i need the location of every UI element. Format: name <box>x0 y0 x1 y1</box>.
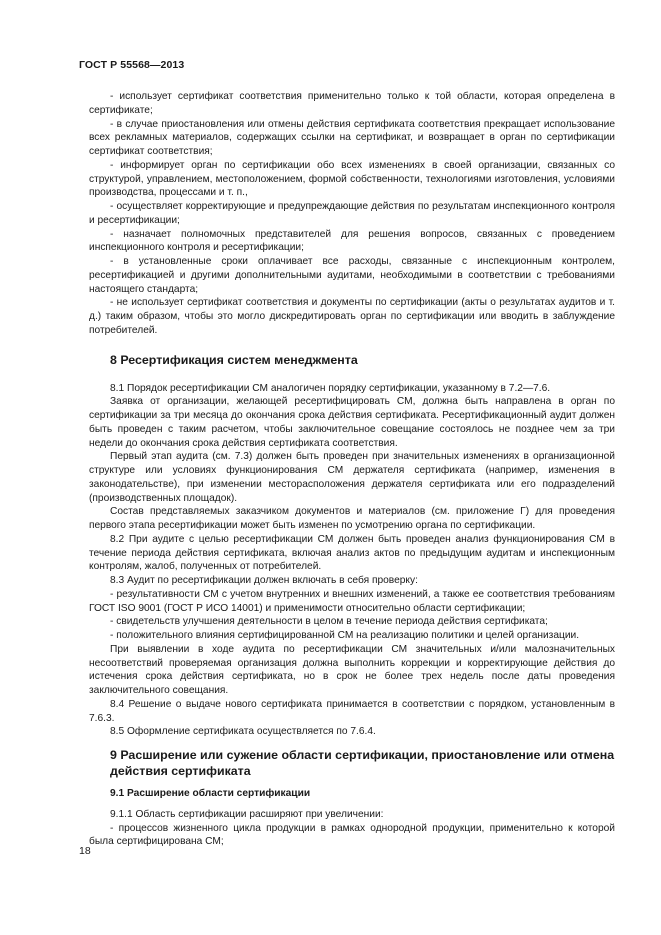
section-9-paragraph: - процессов жизненного цикла продукции в рамках однородной продукции, применительно к которой была сертифицирована СМ; <box>89 822 615 848</box>
subsection-9-1-heading: 9.1 Расширение области сертификации <box>110 788 311 799</box>
section-8-paragraph: 8.4 Решение о выдаче нового сертификата принимается в соответствии с порядком, установленным в 7.6.3. <box>89 698 615 724</box>
standard-id: ГОСТ Р 55568—2013 <box>79 59 185 71</box>
section-8-paragraph: - свидетельств улучшения деятельности в целом в течение периода действия сертификата; <box>110 616 548 628</box>
section-8-paragraph: 8.3 Аудит по ресертификации должен включать в себя проверку: <box>110 575 418 586</box>
body-paragraph: - информирует орган по сертификации обо всех изменениях в своей организации, связанных со структурой, управлением, местоположением, формой собственности, технологиями изготовления, условиями производства, процессами и т. п., <box>89 159 615 199</box>
body-paragraph: - осуществляет корректирующие и предупреждающие действия по результатам инспекционного контроля и ресертификации; <box>89 201 615 226</box>
page-number: 18 <box>79 845 91 857</box>
body-paragraph: - в случае приостановления или отмены действия сертификата соответствия прекращает использование всех рекламных материалов, содержащих ссылки на сертификат, и возвращает в орган по сертификации сертификат соответствия; <box>89 118 615 157</box>
section-8-paragraph: - результативности СМ с учетом внутренних и внешних изменений, а также ее соответствия требованиям ГОСТ ISO 9001 (ГОСТ Р ИСО 14001) и применимости относительно области сертификации; <box>89 588 615 614</box>
section-8-paragraph: Первый этап аудита (см. 7.3) должен быть проведен при значительных изменениях в организационной структуре или условиях функционирования СМ держателя сертификата (например, изменения в законодательстве), при изменении месторасположения держателя сертификата или его подразделений (производственных площадок). <box>89 451 615 504</box>
section-8-paragraph: Состав представляемых заказчиком документов и материалов (см. приложение Г) для проведения первого этапа ресертификации может быть изменен по усмотрению органа по сертификации. <box>89 506 615 531</box>
section-8-paragraph: При выявлении в ходе аудита по ресертификации СМ значительных и/или малозначительных несоответствий проверяемая организация должна выполнить коррекции и корректирующие действия до истечения срока действия сертификата, но в срок не более трех недель после даты проведения заключительного совещания. <box>89 643 615 696</box>
spacer <box>89 739 615 747</box>
spacer <box>89 801 615 808</box>
section-8-paragraph: 8.5 Оформление сертификата осуществляется по 7.6.4. <box>110 726 376 738</box>
spacer <box>89 338 615 352</box>
section-8-paragraph: 8.2 При аудите с целью ресертификации СМ должен быть проведен анализ функционирования СМ в течение периода действия сертификата, включая анализ актов по предыдущим аудитам и инспекционным контролям, жалоб, полученных от потребителей. <box>89 533 615 573</box>
section-8-paragraph: Заявка от организации, желающей ресертифицировать СМ, должна быть направлена в орган по сертификации за три месяца до окончания срока действия сертификата. Ресертификационный аудит должен быть проведен с таким расчетом, чтобы заключительное совещание состоялось не позднее чем за три недели до окончания срока действия сертификата соответствия. <box>89 396 615 449</box>
body-paragraph: - не использует сертификат соответствия и документы по сертификации (акты о результатах аудитов и т. д.) таким образом, чтобы это могло дискредитировать орган по сертификации или вводить в заблуждение потребителей. <box>89 297 615 336</box>
spacer <box>89 779 615 787</box>
page-body <box>89 90 615 849</box>
section-8-paragraph: 8.1 Порядок ресертификации СМ аналогичен порядку сертификации, указанному в 7.2—7.6. <box>110 382 551 394</box>
body-paragraph: - назначает полномочных представителей для решения вопросов, связанных с проведением инспекционного контроля и ресертификации; <box>89 228 615 254</box>
section-8-heading: 8 Ресертификация систем менеджмента <box>110 352 358 367</box>
body-paragraph: - использует сертификат соответствия применительно только к той области, которая определена в сертификате; <box>89 91 615 116</box>
document-header <box>79 59 184 71</box>
section-8-paragraph: - положительного влияния сертифицированной СМ на реализацию политики и целей организации. <box>110 630 580 641</box>
body-paragraph: - в установленные сроки оплачивает все расходы, связанные с инспекционным контролем, ресертификацией и другими дополнительными аудитами, необходимыми в соответствии с требованиями настоящего стандарта; <box>89 256 615 295</box>
section-9-paragraph: 9.1.1 Область сертификации расширяют при увеличении: <box>110 808 384 820</box>
section-9-heading: 9 Расширение или сужение области сертификации, приостановление или отмена действия сертификата <box>110 748 615 778</box>
spacer <box>89 368 615 382</box>
